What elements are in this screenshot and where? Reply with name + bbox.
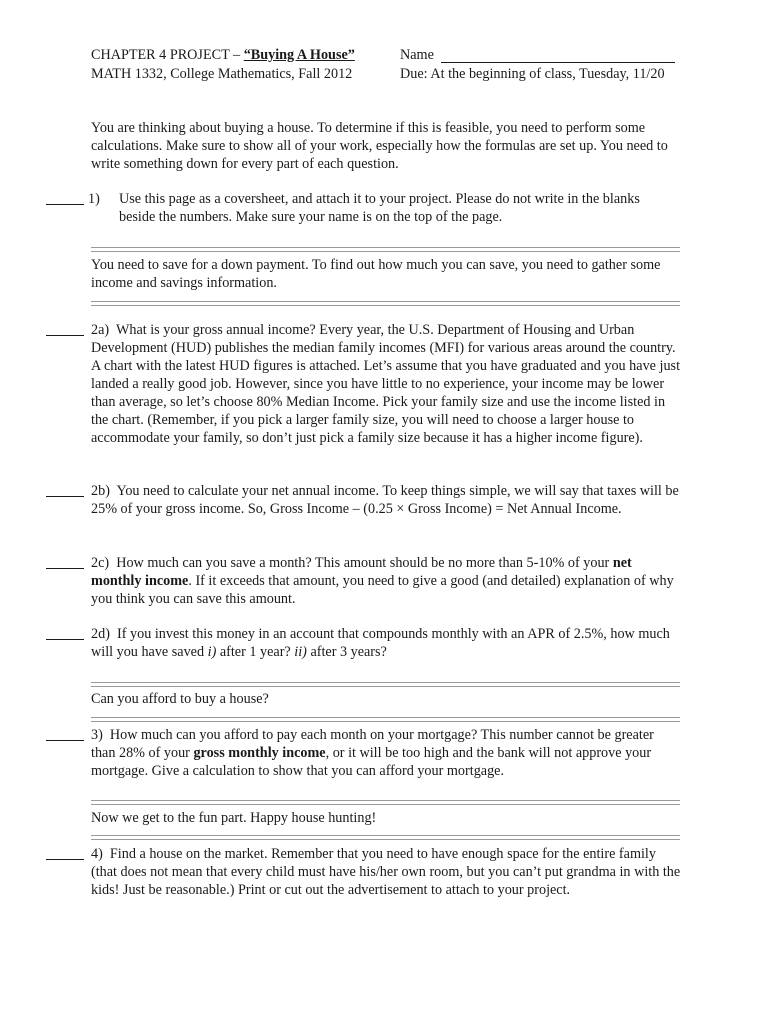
section-divider-3 xyxy=(91,682,680,687)
section-divider-5 xyxy=(91,800,680,805)
question-2d-part-ii: ii) xyxy=(294,644,307,660)
question-2d-text: If you invest this money in an account that compounds monthly with an APR of 2.5%, how much will you have saved xyxy=(91,626,670,660)
intro-paragraph: You are thinking about buying a house. To determine if this is feasible, you need to perform some calculations. Make sure to show all of your work, especially how the formulas are set up. You need to write something down for every part of each question. xyxy=(91,120,668,172)
section-down-payment: You need to save for a down payment. To find out how much you can save, you need to gather some income and savings information. xyxy=(91,257,661,291)
section-afford: Can you afford to buy a house? xyxy=(91,691,269,707)
grading-blank-2d xyxy=(46,639,84,640)
question-2d-text-mid: after 1 year? xyxy=(216,644,295,660)
question-4 xyxy=(91,845,681,899)
question-number-2b: 2b) xyxy=(91,483,110,499)
question-2c-text: How much can you save a month? This amount should be no more than 5-10% of your xyxy=(116,555,613,571)
question-3-text-after: , or it will be too high and the bank will not approve your mortgage. Give a calculation to show that you can afford your mortgage. xyxy=(91,745,652,779)
question-1-text: Use this page as a coversheet, and attach it to your project. Please do not write in the blanks beside the numbers. Make sure your name is on the top of the page. xyxy=(119,191,640,225)
question-2b-text: You need to calculate your net annual income. To keep things simple, we will say that taxes will be 25% of your gross income. So, Gross Income – (0.25 × Gross Income) = Net Annual Income. xyxy=(91,483,679,517)
section-divider-2 xyxy=(91,301,680,306)
section-divider-1 xyxy=(91,247,680,252)
question-number-2c: 2c) xyxy=(91,555,110,571)
name-label: Name xyxy=(400,47,434,63)
grading-blank-1 xyxy=(46,204,84,205)
question-2d-text-after: after 3 years? xyxy=(306,644,387,660)
question-2d-part-i: i) xyxy=(207,644,217,660)
grading-blank-2c xyxy=(46,568,84,569)
question-2a-text: What is your gross annual income? Every year, the U.S. Department of Housing and Urban Development (HUD) publishes the median family incomes (MFI) for various areas around the country. A chart with the latest HUD figures is attached. Let’s assume that you have graduated and you have just landed a really good job. However, since you have little to no experience, your income may be lower than average, so let’s choose 80% Median Income. Pick your family size and use the income listed in the chart. (Remember, if you pick a larger family size, you will need to choose a larger house to accommodate your family, so don’t just pick a family size because it has a higher income figure). xyxy=(91,322,681,446)
section-fun: Now we get to the fun part. Happy house hunting! xyxy=(91,810,377,826)
question-number-3: 3) xyxy=(91,727,103,743)
question-2a xyxy=(91,321,681,447)
section-divider-6 xyxy=(91,835,680,840)
title-prefix: CHAPTER 4 PROJECT – xyxy=(91,47,244,63)
project-title xyxy=(91,46,355,64)
question-number-1: 1) xyxy=(88,191,100,207)
grading-blank-3 xyxy=(46,740,84,741)
question-3 xyxy=(91,726,681,780)
title-main: “Buying A House” xyxy=(243,47,355,63)
question-number-4: 4) xyxy=(91,846,103,862)
name-blank-line xyxy=(441,62,675,63)
question-2c xyxy=(91,554,681,608)
question-3-bold: gross monthly income xyxy=(193,745,326,761)
grading-blank-2b xyxy=(46,496,84,497)
question-4-text: Find a house on the market. Remember that you need to have enough space for the entire family (that does not mean that every child must have his/her own room, but you can’t put grandma in with the kids! Just be reasonable.) Print or cut out the advertisement to attach to your project. xyxy=(91,846,681,898)
name-field xyxy=(400,46,434,64)
question-number-2a: 2a) xyxy=(91,322,110,338)
grading-blank-4 xyxy=(46,859,84,860)
question-3-text: How much can you afford to pay each month on your mortgage? This number cannot be greater than 28% of your xyxy=(91,727,654,761)
question-2d xyxy=(91,625,681,661)
due-date: Due: At the beginning of class, Tuesday, 11/20 xyxy=(400,66,665,82)
grading-blank-2a xyxy=(46,335,84,336)
question-2c-text-after: . If it exceeds that amount, you need to give a good (and detailed) explanation of why you think you can save this amount. xyxy=(91,573,674,607)
question-2b xyxy=(91,482,681,518)
course-info: MATH 1332, College Mathematics, Fall 2012 xyxy=(91,66,353,82)
question-2c-bold: net monthly income xyxy=(91,555,632,589)
question-number-2d: 2d) xyxy=(91,626,110,642)
section-divider-4 xyxy=(91,717,680,722)
